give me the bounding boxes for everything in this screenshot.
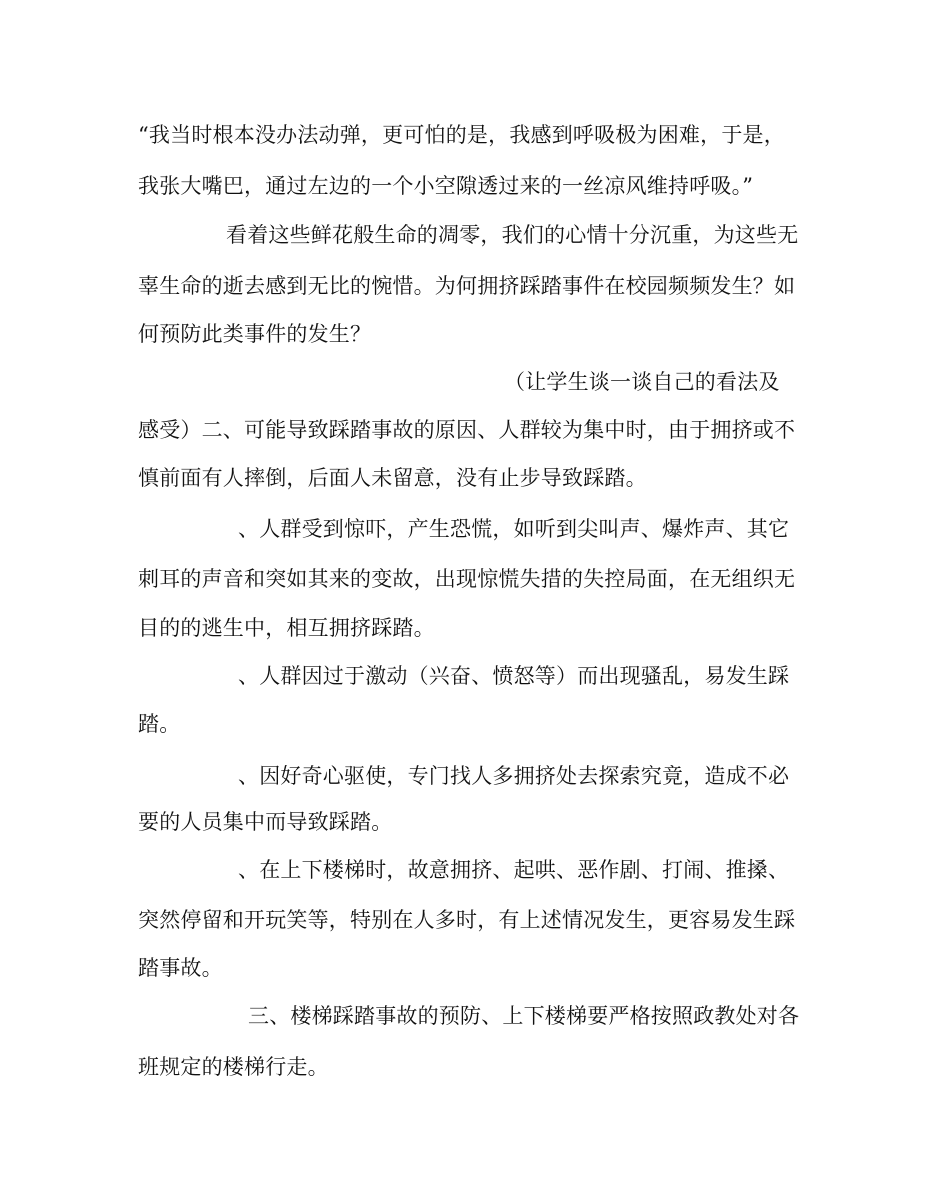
text-line: 目的的逃生中，相互拥挤踩踏。 [138, 616, 435, 640]
text-line: 何预防此类事件的发生？ [138, 322, 372, 346]
text-line: 我张大嘴巴，通过左边的一个小空隙透过来的一丝凉风维持呼吸。” [138, 174, 754, 198]
text-line: 班规定的楼梯行走。 [138, 1055, 329, 1079]
text-line: 踏。 [138, 712, 181, 736]
text-line: 突然停留和开玩笑等，特别在人多时，有上述情况发生，更容易发生踩 [138, 908, 796, 932]
text-line: （让学生谈一谈自己的看法及 [504, 370, 780, 394]
text-line: 、因好奇心驱使，专门找人多拥挤处去探索究竟，造成不必 [238, 764, 790, 788]
text-line: 慎前面有人摔倒，后面人未留意，没有止步导致踩踏。 [138, 466, 647, 490]
text-line: 踏事故。 [138, 956, 223, 980]
text-line: 三、楼梯踩踏事故的预防、上下楼梯要严格按照政教处对各 [248, 1004, 800, 1028]
text-line: 刺耳的声音和突如其来的变故，出现惊慌失措的失控局面，在无组织无 [138, 567, 796, 591]
text-line: 要的人员集中而导致踩踏。 [138, 810, 393, 834]
text-line: 、人群受到惊吓，产生恐慌，如听到尖叫声、爆炸声、其它 [238, 517, 790, 541]
text-line: “我当时根本没办法动弹，更可怕的是，我感到呼吸极为困难，于是， [138, 123, 785, 147]
text-line: 看着这些鲜花般生命的凋零，我们的心情十分沉重，为这些无 [226, 223, 799, 247]
text-line: 、在上下楼梯时，故意拥挤、起哄、恶作剧、打闹、推搡、 [238, 858, 790, 882]
text-line: 辜生命的逝去感到无比的惋惜。为何拥挤踩踏事件在校园频频发生？如 [138, 274, 796, 298]
text-line: 、人群因过于激动（兴奋、愤怒等）而出现骚乱，易发生踩 [238, 664, 790, 688]
text-line: 感受）二、可能导致踩踏事故的原因、人群较为集中时，由于拥挤或不 [138, 418, 796, 442]
